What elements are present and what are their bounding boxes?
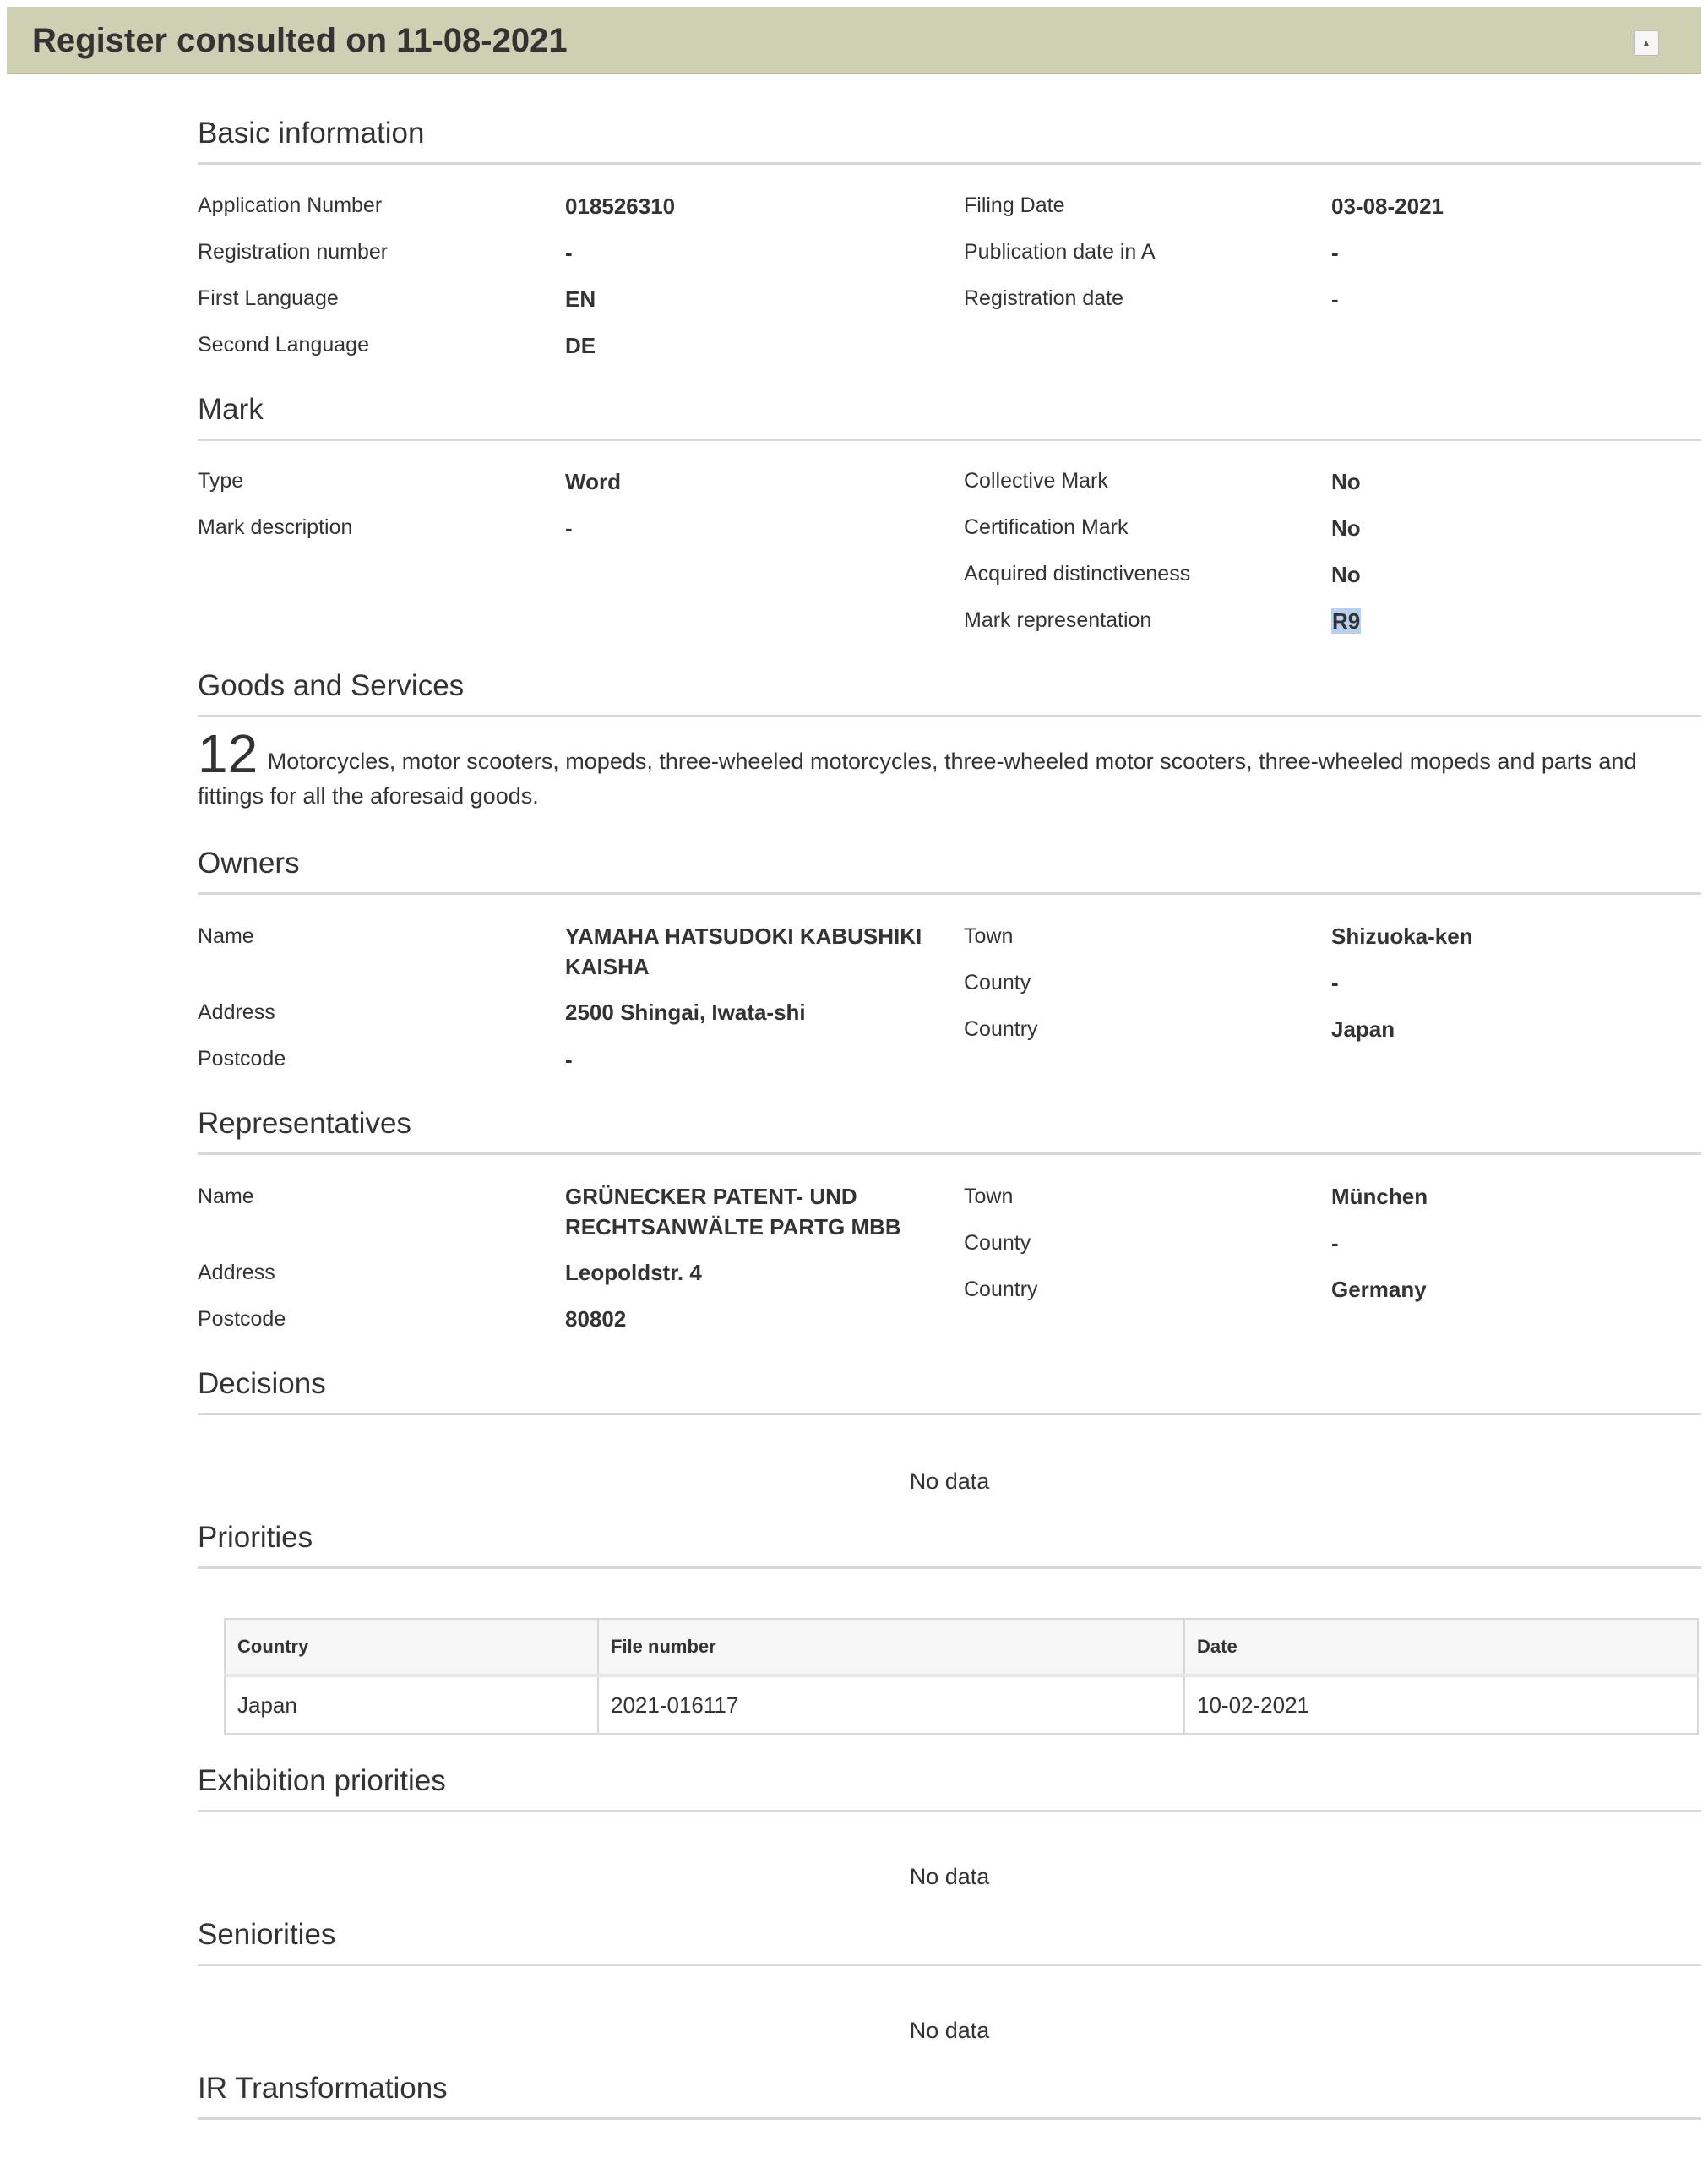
cell-country: Japan	[225, 1675, 598, 1734]
section-exhibition-priorities: Exhibition priorities	[198, 1764, 1701, 1812]
value-rep-postcode: 80802	[565, 1306, 627, 1332]
value-collective-mark: No	[1331, 469, 1361, 494]
value-type: Word	[565, 469, 621, 494]
value-mark-description: -	[565, 515, 573, 541]
label-owner-town: Town	[964, 924, 1014, 948]
priorities-table	[224, 1618, 1699, 1735]
label-mark-description: Mark description	[198, 515, 353, 539]
collapse-button[interactable]	[1634, 30, 1659, 56]
label-rep-town: Town	[964, 1185, 1014, 1208]
label-collective-mark: Collective Mark	[964, 469, 1108, 493]
label-type: Type	[198, 469, 244, 493]
label-owner-address: Address	[198, 1000, 275, 1024]
value-publication-date: -	[1331, 240, 1339, 265]
section-priorities: Priorities	[198, 1521, 1701, 1569]
section-goods-and-services: Goods and Services	[198, 669, 1701, 717]
table-row	[225, 1675, 1698, 1734]
section-seniorities: Seniorities	[198, 1918, 1701, 1966]
value-owner-name: YAMAHA HATSUDOKI KABUSHIKI KAISHA	[565, 923, 922, 979]
value-acquired-distinctiveness: No	[1331, 562, 1361, 587]
section-owners: Owners	[198, 847, 1701, 895]
label-owner-county: County	[964, 971, 1031, 994]
cell-file-number: 2021-016117	[598, 1675, 1184, 1734]
column-header-country[interactable]: Country	[225, 1619, 598, 1675]
label-owner-country: Country	[964, 1017, 1038, 1041]
register-title: Register consulted on 11-08-2021	[32, 22, 568, 59]
column-header-date[interactable]: Date	[1184, 1619, 1698, 1675]
value-rep-county: -	[1331, 1230, 1339, 1256]
label-filing-date: Filing Date	[964, 193, 1065, 217]
cell-date: 10-02-2021	[1184, 1675, 1698, 1734]
table-header-row	[225, 1619, 1698, 1675]
section-ir-transformations: IR Transformations	[198, 2072, 1701, 2120]
seniorities-no-data: No data	[909, 2018, 990, 2043]
goods-entry	[198, 723, 1701, 811]
label-owner-postcode: Postcode	[198, 1047, 286, 1071]
section-decisions: Decisions	[198, 1367, 1701, 1415]
value-filing-date: 03-08-2021	[1331, 193, 1444, 219]
value-first-language: EN	[565, 286, 596, 312]
value-rep-address: Leopoldstr. 4	[565, 1260, 702, 1285]
value-rep-town: München	[1331, 1184, 1428, 1209]
value-owner-town: Shizuoka-ken	[1331, 923, 1473, 949]
value-registration-number: -	[565, 240, 573, 265]
value-owner-country: Japan	[1331, 1016, 1395, 1042]
value-owner-address: 2500 Shingai, Iwata-shi	[565, 1000, 806, 1025]
label-second-language: Second Language	[198, 333, 369, 357]
section-basic-information: Basic information	[198, 117, 1701, 165]
label-rep-county: County	[964, 1231, 1031, 1255]
label-registration-number: Registration number	[198, 240, 389, 264]
value-mark-representation[interactable]: R9	[1332, 608, 1361, 634]
value-owner-postcode: -	[565, 1047, 573, 1072]
label-certification-mark: Certification Mark	[964, 515, 1129, 539]
label-registration-date: Registration date	[964, 286, 1124, 310]
label-publication-date: Publication date in A	[964, 240, 1156, 264]
value-second-language: DE	[565, 333, 596, 358]
label-rep-name: Name	[198, 1185, 254, 1208]
label-rep-postcode: Postcode	[198, 1307, 286, 1331]
caret-up-icon: ▲	[1641, 37, 1651, 49]
value-rep-name: GRÜNECKER PATENT- UND RECHTSANWÄLTE PARTG MBB	[565, 1184, 901, 1240]
mark-representation-link[interactable]	[1331, 606, 1694, 636]
exhibition-no-data: No data	[909, 1864, 990, 1889]
register-header	[7, 7, 1701, 74]
value-application-number: 018526310	[565, 193, 676, 219]
value-owner-county: -	[1331, 970, 1339, 995]
decisions-no-data: No data	[909, 1468, 990, 1494]
section-mark: Mark	[198, 393, 1701, 441]
value-certification-mark: No	[1331, 515, 1361, 541]
nice-class-number: 12	[198, 723, 258, 784]
goods-description: Motorcycles, motor scooters, mopeds, three-wheeled motorcycles, three-wheeled motor scooters, three-wheeled mopeds and parts and fittings for all the aforesaid goods.	[198, 749, 1637, 809]
column-header-file-number[interactable]: File number	[598, 1619, 1184, 1675]
label-mark-representation: Mark representation	[964, 608, 1152, 632]
label-application-number: Application Number	[198, 193, 383, 217]
value-rep-country: Germany	[1331, 1277, 1427, 1302]
label-acquired-distinctiveness: Acquired distinctiveness	[964, 562, 1191, 586]
label-rep-country: Country	[964, 1278, 1038, 1301]
label-first-language: First Language	[198, 286, 339, 310]
label-owner-name: Name	[198, 924, 254, 948]
value-registration-date: -	[1331, 286, 1339, 312]
label-rep-address: Address	[198, 1261, 275, 1284]
section-representatives: Representatives	[198, 1107, 1701, 1155]
